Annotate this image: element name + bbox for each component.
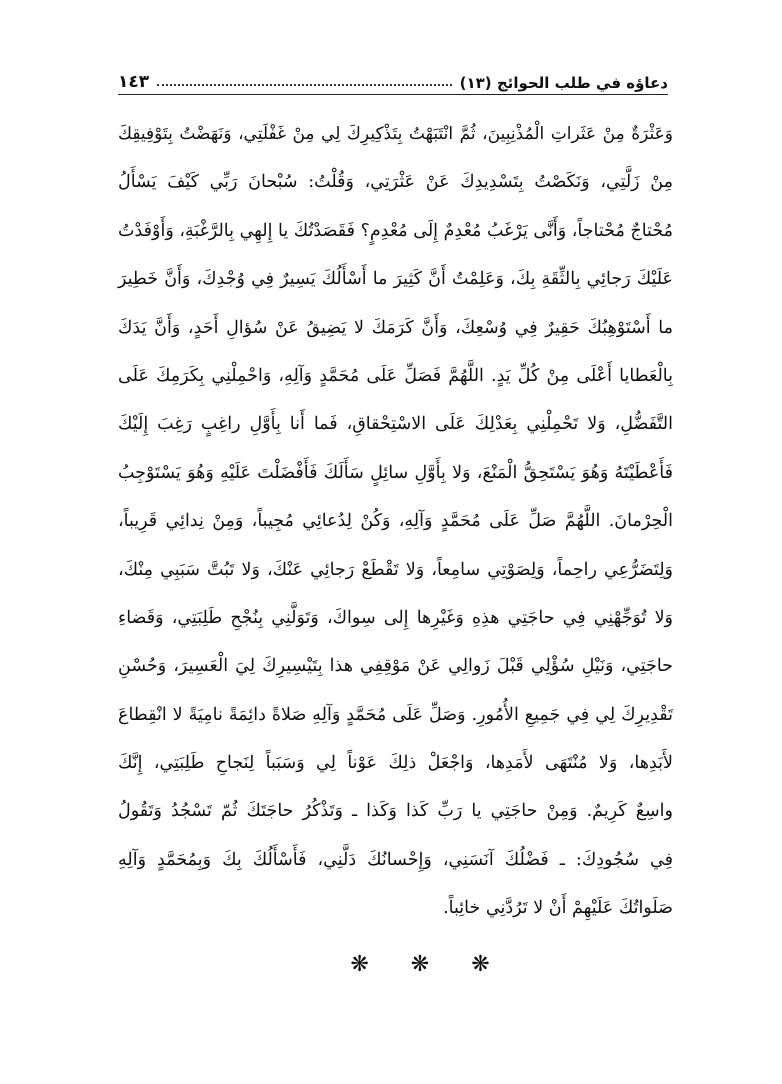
header-rule [118,94,668,95]
running-header [118,62,668,92]
text-line-8: فَأَعْطَيْتَهُ وَهُوَ يَسْتَحِقُّ الْمَنْعَ، وَلا بِأَوَّلِ سائِلٍ سَأَلَكَ فَأَفْضَلْتَ عَلَيْهِ وَهُوَ يَسْتَوْجِبُ [118,462,673,483]
text-line-14: لأَبَدِها، وَلا مُنْتَهَى لأَمَدِها، وَاجْعَلْ ذلِكَ عَوْناً لِي وَسَبَباً لِنَجاحِ طَلِبَتِي، إِنَّكَ [118,753,673,774]
text-line-1: وَعَثْرَةٌ مِنْ عَثَراتِ الْمُذْنِبِينَ، ثُمَّ انْتَبَهْتُ بِتَذْكِيرِكَ لِي مِنْ غَفْلَتِي، وَنَهَضْتُ بِتَوْفِيقِكَ [118,124,673,144]
text-line-16: فِي سُجُودِكَ: ـ فَضْلُكَ آنَسَنِي، وَإِحْسانُكَ دَلَّنِي، فَأَسْأَلُكَ بِكَ وَبِمُحَمَّدٍ وَآلِهِ [118,849,673,870]
text-line-5: ما أَسْتَوْهِبُكَ حَقِيرٌ فِي وُسْعِكَ، وَأَنَّ كَرَمَكَ لا يَضِيقُ عَنْ سُؤالِ أَحَدٍ، وَأَنَّ يَدَكَ [118,317,673,338]
chapter-title: دعاؤه في طلب الحوائج (١٣) [459,74,668,92]
text-line-10: وَلِتَضَرُّعِي راحِماً، وَلِصَوْتِي سامِعاً، وَلا تَقْطَعْ رَجائِي عَنْكَ، وَلا تَبُتَّ سَبَبِي مِنْكَ، [118,559,673,580]
text-line-3: مُحْتاجٌ مُحْتاجاً، وَأَنَّى يَرْغَبُ مُعْدِمٌ إِلَى مُعْدِمٍ؟ فَقَصَدْتُكَ يا إِلهِي بِالرَّغْبَةِ، وَأَوْفَدْتُ [118,220,673,241]
text-line-6: بِالْعَطايا أَعْلَى مِنْ كُلِّ يَدٍ. اللَّهُمَّ فَصَلِّ عَلَى مُحَمَّدٍ وَآلِهِ، وَاحْمِلْنِي بِكَرَمِكَ عَلَى [118,365,673,386]
text-line-12: حاجَتِي، وَنَيْلِ سُؤْلِي قَبْلَ زَوالِي عَنْ مَوْقِفِي هذا بِتَيْسِيرِكَ لِيَ الْعَسِيرَ، وَحُسْنِ [118,656,673,677]
prayer-text [118,110,673,933]
section-separator [300,952,540,977]
page-number: ١٤٣ [118,72,150,92]
leader-dots [157,83,451,86]
text-line-9: الْحِرْمانَ. اللَّهُمَّ صَلِّ عَلَى مُحَمَّدٍ وَآلِهِ، وَكُنْ لِدُعائِي مُجِيباً، وَمِنْ نِدائِي قَرِيباً، [118,511,673,532]
star-ornament-icon: ❋ [471,952,490,977]
text-line-17: صَلَواتُكَ عَلَيْهِمْ أَنْ لا تَرُدَّنِي خائِباً. [443,898,673,919]
text-line-4: عَلَيْكَ رَجائِي بِالثِّقَةِ بِكَ، وَعَلِمْتُ أَنَّ كَثِيرَ ما أَسْأَلُكَ يَسِيرٌ فِي وُجْدِكَ، وَأَنَّ خَطِيرَ [118,269,673,290]
text-line-7: التَّفَضُّلِ، وَلا تَحْمِلْنِي بِعَدْلِكَ عَلَى الاسْتِحْقاقِ، فَما أَنا بِأَوَّلِ راغِبٍ رَغِبَ إِلَيْكَ [118,414,673,435]
star-ornament-icon: ❋ [350,952,369,977]
text-line-15: واسِعٌ كَرِيمٌ. وَمِنْ حاجَتِي يا رَبِّ كَذا وَكَذا ـ وَتَذْكُرُ حاجَتَكَ ثُمّ تَسْجُدُ وَتَقُولُ [118,801,673,822]
text-line-13: تَقْدِيرِكَ لِي فِي جَمِيعِ الأُمُورِ. وَصَلِّ عَلَى مُحَمَّدٍ وَآلِهِ صَلاةً دائِمَةً نامِيَةً لا انْقِطاعَ [118,704,673,725]
star-ornament-icon: ❋ [410,952,430,977]
text-line-11: وَلا تُوَجِّهْنِي فِي حاجَتِي هذِهِ وَغَيْرِها إِلى سِواكَ، وَتَوَلَّنِي بِنُجْحِ طَلِبَتِي، وَقَضاءِ [118,607,673,628]
text-line-2: مِنْ زَلَّتِي، وَنَكَصْتُ بِتَسْدِيدِكَ عَنْ عَثْرَتِي، وَقُلْتُ: سُبْحانَ رَبِّي كَيْفَ يَسْأَلُ [118,172,673,193]
